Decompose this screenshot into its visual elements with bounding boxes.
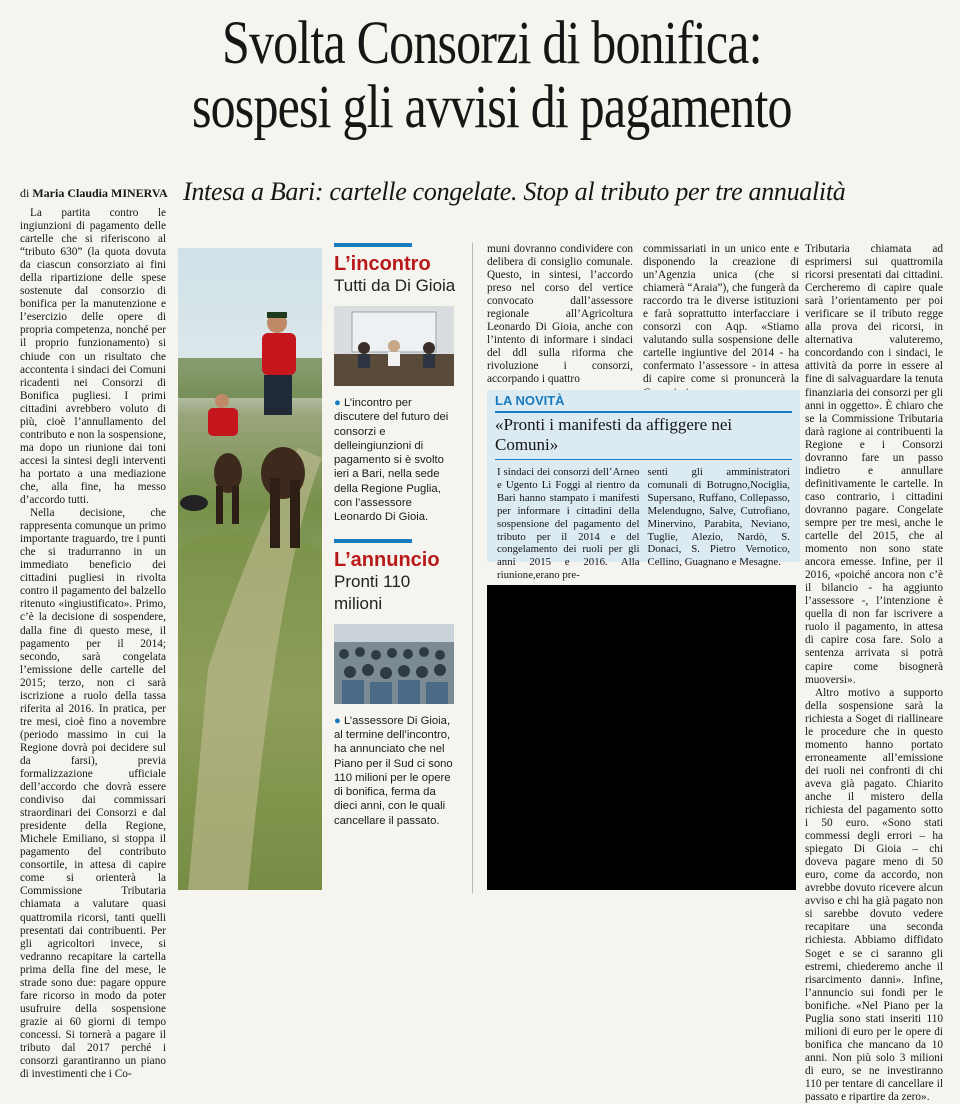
sidebar-caption-text-1: L’incontro per discutere del futuro dei consorzi e delleingiunzioni di pagamento si è svolto ieri a Bari, nella sede della Regione Puglia, con l’assessore Leonardo Di Gioia. [334,397,449,524]
sidebar-title-2: Pronti 110 milioni [334,571,411,613]
novita-body [497,466,790,582]
novita-title: «Pronti i manifesti da affiggere nei Comuni» [495,411,792,460]
column-divider [472,243,473,893]
headline-line-1: Svolta Consorzi di bonifica: [221,10,762,77]
photo-audience-illustration [334,624,454,704]
byline-author: Maria Claudia MINERVA [32,186,168,200]
sidebar [334,243,458,893]
byline [20,186,168,201]
article-column-4: commissariati in un unico ente e disponendo la creazione di un’Agenzia unica (che si chiamerà “Araia”), che fungerà da raccordo tra le diverse istituzioni e farà soprattutto interfacciare i consorzi con Aqp. «Stiamo valutando sulla sospensione delle cartelle ingiuntive del 2014 - ha confermato l’assessore - in attesa di capire come si pronuncerà la [643,243,799,386]
sidebar-rule [334,539,412,543]
photo-meeting-illustration [334,306,454,386]
article-column-5 [805,243,944,1104]
sidebar-caption-2 [334,714,458,828]
paragraph: Nella decisione, che rappresenta comunque un primo importante traguardo, tre i punti che si tradurranno in un immediato beneficio dei cittadini pugliesi in rivolta contro il pagamento del balzello ritenuto «ingiustificato». Primo, c’è la decisione di sospendere, dalla fine di questo mese, il pagamento per il 2014; secondo, sarà congelata l’emissione delle cartelle del 2015; terzo, non ci sarà iscrizione a ruolo della tassa riferita al 2016. In pratica, per tre mesi, cioè fino a novembre (periodo massimo in cui la Regione dovrà poi decidere sul da farsi), previa formalizzazione ufficiale dell’accordo che dovrà essere condiviso dai commissari straordinari dei Consorzi e dal presidente della Regione, Michele Emiliano, si stoppa il pagamento del contributo consortile, in attesa di capire come si orienterà la Commissione Tributaria chiamata a valutare quasi quattromila ricorsi, tanti quelli presentati dai contribuenti. Per gli agricoltori invece, si vedranno recapitare la cartella prima della fine del mese, le strade sono due: pagare oppure fare ricorso in modo da poter usufruire della sospensione grazie ai 60 giorni di tempo concessi. Si tornerà a pagare il tributo dal 2017 perché i consorzi garantiranno un piano di investimenti che i Co- [20,507,166,1081]
sidebar-caption-1 [334,396,458,525]
photo-horse-riders [178,248,322,890]
bullet-icon: ● [334,714,341,727]
paragraph: Tributaria chiamata ad esprimersi sui quattromila ricorsi presentati dai cittadini. Cercheremo di capire quale sarà l’orientamento per poi verificare se il tributo regge alla prova dei ricorsi, in alternativa valuteremo, concordando con i sindaci, le attività da porre in essere al fine di salvaguardare la tenuta finanziaria dei consorzi per gli anni in oggetto». È chiaro che se la Commissione Tributaria darà ragione ai contribuenti la Regione e i Consorzi dovranno fare un passo indietro e annullare definitivamente le cartelle. In caso contrario, i cittadini dovranno pagare. Congelate sempre per tre mesi, anche le cartelle del 2015, che al momento non sono state ancora emesse. Infine, per il 2016, «poiché ancora non c’è il bilancio - ha aggiunto l’assessore -, l’intenzione è quella di non far iscrivere a ruolo il pagamento, in attesa di capire cosa fare. Solo a sentenza arrivata si potrà capire come bisognerà muoversi». [805,243,944,686]
redacted-area [487,585,796,890]
article-column-1 [20,207,166,1081]
bullet-icon: ● [334,397,341,409]
paragraph: Altro motivo a supporto della sospensione sarà la richiesta a Soget di riallineare le procedure che in questo momento hanno portato erroneamente all’emissione dei ruoli nei confronti di chi aveva già pagato. Chiarito anche il mistero della richiesta del pagamento sotto i 50 euro. «Sono stati commessi degli errori – ha spiegato Di Gioia – chi doveva pagare meno di 50 euro, come da accordo, non avrebbe dovuto ricevere alcun avviso e chi ha già pagato non si sarebbe dovuto vedere recapitare una seconda richiesta. Abbiamo diffidato Soget e se ci saranno gli estremi, chiederemo anche il risarcimento danni». Infine, l’annuncio sui fondi per le bonifiche. «Nel Piano per la Puglia sono stati inseriti 110 milioni di euro per le opere di bonifica che mancano da 10 anni. Non più solo 3 milioni di euro, se ne investiranno 110 per tentare di cancellare il passato e ripartire da zero». [805,686,943,1104]
sidebar-rule [334,243,412,247]
sidebar-label-1: L’incontro [334,253,431,275]
paragraph: La partita contro le ingiunzioni di pagamento delle cartelle che si riferiscono al “tributo 630” (la quota dovuta da ciascun consorziato ai fini della ripartizione delle spese sostenute dal consorzio di bonifica per la manutenzione e l’esercizio delle opere di propria competenza, nonché per il proprio funzionamento) si chiude con un risultato che accontenta i sindaci dei Comuni ricadenti nei Consorzi di Bonifica pugliesi. I primi cittadini avrebbero voluto di più, cioè l’annullamento del contributo e non la sospensione, ma dopo un riunione dai toni accesi la sintesi degli interventi ha portato a una mediazione che, alla fine, ha messo d’accordo tutti. [20,207,166,507]
sidebar-label-2: L’annuncio [334,548,440,571]
novita-box [487,390,800,582]
novita-column-1: I sindaci dei consorzi dell’Arneo e Ugento Li Foggi al rientro da Bari hanno stampato i manifesti per informare i cittadini della sospensione del pagamento del tributo per il 2014 e del congelamento dei ruoli per gli anni 2015 e 2016. Alla riunione,erano pre- [497,466,640,582]
novita-label: LA NOVITÀ [495,393,565,408]
novita-column-2: senti gli amministratori comunali di Botrugno,Nociglia, Supersano, Ruffano, Collepasso, Melendugno, Salve, Cutrofiano, Minervino, Parabita, Neviano, Tuglie, Alezio, Nardò, S. Donaci, S. Pietro Vernotico, Cellino, Guagnano e Mesagne. [647,466,790,569]
photo-audience [334,624,454,704]
byline-prefix: di [20,186,30,200]
photo-meeting [334,306,454,386]
photo-illustration [178,248,322,890]
sidebar-title-1: Tutti da Di Gioia [334,276,456,295]
sidebar-caption-text-2: L’assessore Di Gioia, al termine dell’incontro, ha annunciato che nel Piano per il Sud ci sono 110 milioni per le opere di bonifica, ferma da dieci anni, con le quali cancellare il passato. [334,714,453,827]
headline [170,12,814,140]
headline-line-2: sospesi gli avvisi di pagamento [191,74,792,141]
subhead: Intesa a Bari: cartelle congelate. Stop al tributo per tre annualità [183,177,846,206]
article-column-3: muni dovranno condividere con delibera di consiglio comunale. Questo, in sintesi, l’accordo preso nel corso del vertice convocato dall’assessore regionale all’Agricoltura Leonardo Di Gioia, anche con l’intento di informare i sindaci del ddl sulla riforma che rivoluzione i consorzi, accorpando i quattro [487,243,633,386]
